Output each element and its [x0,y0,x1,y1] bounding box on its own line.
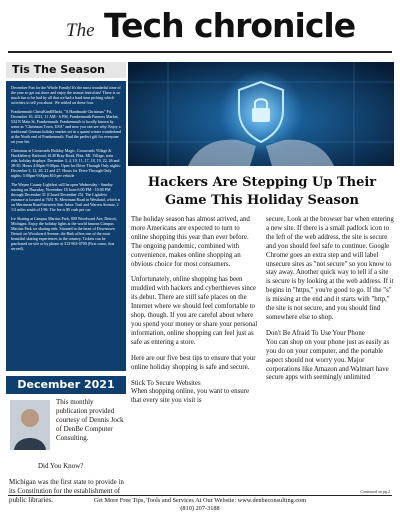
article-paragraph: secure. Look at the browser bar when entering a new site. If there is a small padlock icon to the left of the web address, the site is secure and you should feel safe to continue. Google Chrome goes an extra step and will label unsecure sites as "not secure" so you know to stay away. Another quick way to tell if a site is secure is by looking at the web address. If it begins in "https," you're good to go. If the "s" is missing at the end and it starts with "http," the site is not secure, and you should find somewhere else to shop. [266,216,394,321]
sidebar [6,62,126,504]
footer-rule [8,495,392,496]
masthead-the: The [66,20,95,41]
avatar [10,400,50,450]
continued-note: Continued on pg.2 [360,489,390,494]
fact-text: Michigan was the first state to provide in its Constitution for the establishment of public libraries. [9,478,124,504]
footer-website-line: Get More Free Tips, Tools and Services At Our Website: www.denbeconsulting.com [93,497,307,504]
footer [0,497,400,513]
article-column-2 [266,216,394,390]
article-paragraph: Stick To Secure Websites When shopping online, you want to ensure that every site you visit is [131,379,250,405]
article-headline: Hackers Are Stepping Up Their Game This Holiday Season [147,175,377,208]
event-item: The Wayne County Lightfest will be open Wednesday - Sunday starting on Thursday, November 18 from 6:00 PM - 10:00 PM through December 31 (Closed December 25). The Lightfest entrance is located at 7651 N. Merriman Road in Westland, which is on Merriman Road between Ann Arbor Trail and Warren Avenue, 2 1/2 miles south of I-96. The fee is $5 cash per car. [11,182,121,212]
event-item: Frankenmuth ChristKindlMarkt, "A Handmade Christmas" Fri, December 10, 2021, 11 AM - 6 PM, Frankenmuth Farmers Market, 534 N Main St, Frankenmuth. Frankenmuth is locally known by some as "Christmas Town, USA" and now you can see why. Enjoy a traditional German holiday market set in a quaint winter wonderland at the North end of Frankenmuth. Find the perfect gift for everyone on your list. [11,109,121,144]
promo-text: This monthly publication provided courtesy of Dennis Jock of DenBe Computer Consulting. [56,398,124,442]
article-column-1 [131,216,258,413]
publisher-promo [6,398,126,456]
sidebar-section-title: Tis The Season [6,62,126,78]
hero-image [128,62,394,166]
footer-phone: (810) 207-3188 [180,505,220,512]
article-paragraph: Unfortunately, online shopping has been muddied with hackers and cyberthieves since its debut. There are still safe places on the Internet where we should feel comfortable to shop, though. If you are careful about where you spend your money or share your personal information, online shopping can feel just as safe as entering a store. [131,276,258,346]
event-item: December Fun for the Whole Family!It's the most wonderful time of the year so get out there and enjoy the season festivities! There is so much fun to be had by all that we had a hard time picking which activities to tell you about. We settled on these four. [11,85,121,105]
masthead-title: Tech chronicle [104,6,356,45]
masthead [0,0,400,60]
events-box [6,81,126,371]
masthead-rule [8,51,392,53]
did-you-know-heading: Did You Know? [38,462,84,470]
event-item: Christmas at Crossroads Holiday Magic, Crossroads Village & Huckleberry Railroad, 6140 Bray Road, Flint, MI. Village, train ride, holiday displays. December 3, 4, 10, 11, 17, 18, 19, 22, 26 and 28-30. Hours 4:00pm-9:00pm. Open for Drive Through Only nights: December 5, 12, 20, 21 and 27. Hours for Drive Through Only nights: 5:00pm-9:00pm $10 per vehicle [11,148,121,178]
issue-month: December 2021 [6,376,126,394]
article-paragraph: Don't Be Afraid To Use Your Phone You can shop on your phone just as easily as you do on your computer, and the portable aspect should not worry you. Major corporations like Amazon and Walmart have secure apps with seemingly unlimited [266,329,390,382]
article-paragraph: Here are our five best tips to ensure that your online holiday shopping is safe and secure. [131,354,256,371]
event-item: Ice Skating at Campus Martius Park, 800 Woodward Ave, Detroit, Michigan. Enjoy the holiday lights at the world famous Campus Martius Park ice skating rink. Situated in the heart of Downtown Detroit on Woodward Avenue, the Rink offers one of the most beautiful skating experiences in the country. Tickets can be purchased on-site or by phone at 313-963-0700 (First come, first served). [11,216,117,251]
article-paragraph: The holiday season has almost arrived, and more Americans are expected to turn to online shopping this year than ever before. The ongoing pandemic, combined with convenience, makes online shopping an obvious choice for most consumers. [131,216,250,268]
